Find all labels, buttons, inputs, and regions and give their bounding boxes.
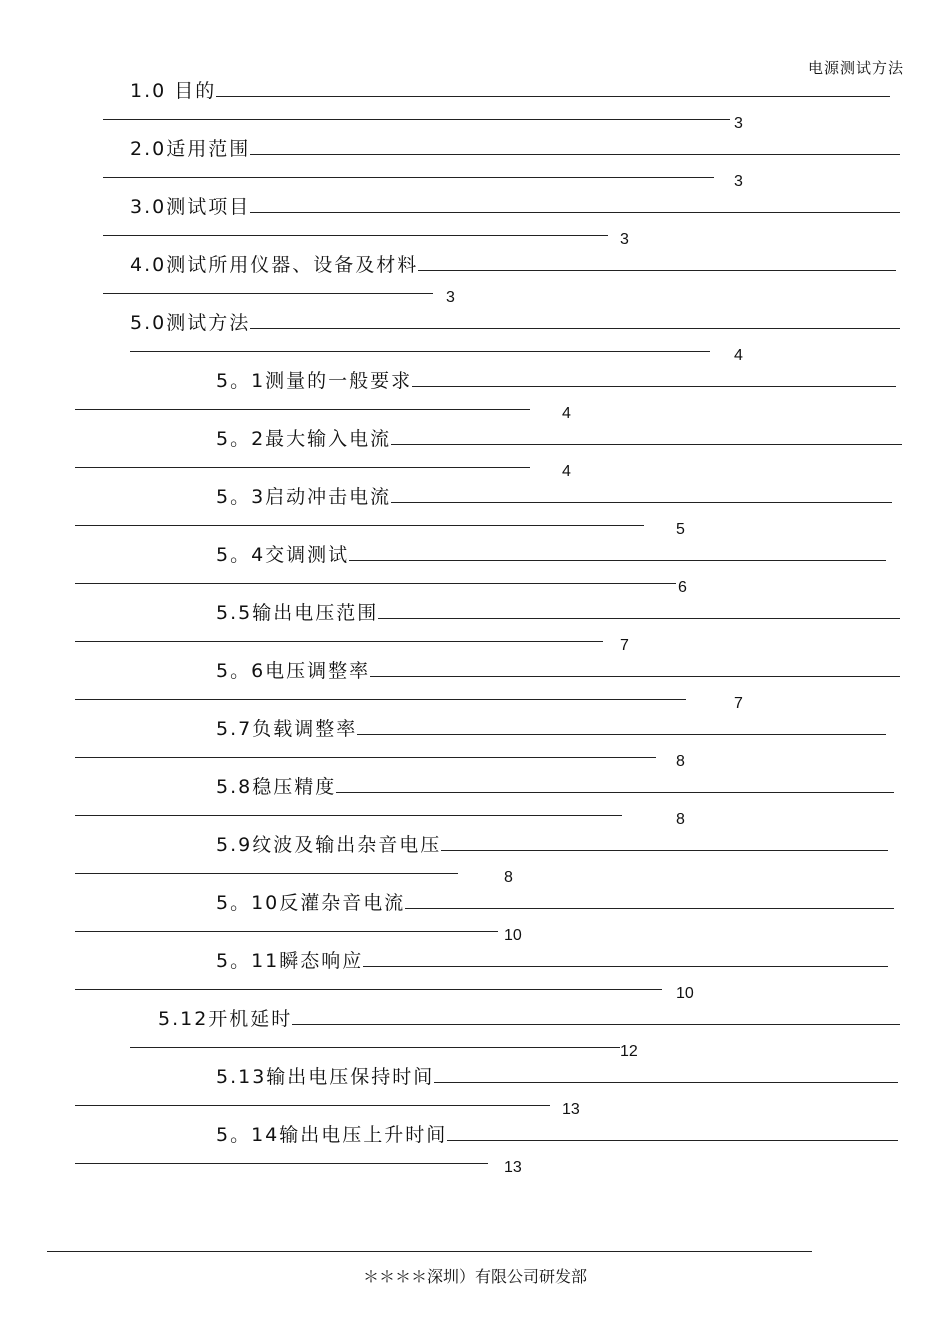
toc-entry-title[interactable]: 5.8稳压精度 [216,776,337,798]
toc-leader-line-continued [75,873,458,874]
toc-entry-title[interactable]: 4.0测试所用仪器、设备及材料 [130,254,419,276]
toc-leader-line [336,792,894,793]
toc-entry[interactable] [0,602,950,660]
toc-entry-title[interactable]: 5。2最大输入电流 [216,428,392,450]
toc-entry-title[interactable]: 3.0测试项目 [130,196,251,218]
toc-page-number: 4 [734,347,743,364]
toc-leader-line [357,734,886,735]
toc-page-number: 4 [562,405,571,422]
toc-leader-line [363,966,888,967]
toc-leader-line [250,328,900,329]
toc-leader-line-continued [75,699,686,700]
toc-entry-title[interactable]: 5。11瞬态响应 [216,950,364,972]
toc-entry[interactable] [0,370,950,428]
toc-entry[interactable] [0,138,950,196]
toc-entry[interactable] [0,834,950,892]
toc-entry[interactable] [0,892,950,950]
toc-page-number: 3 [734,173,743,190]
toc-entry-title[interactable]: 5。14输出电压上升时间 [216,1124,448,1146]
toc-leader-line-continued [130,351,710,352]
footer-divider [47,1251,812,1252]
toc-entry-title[interactable]: 5.5输出电压范围 [216,602,379,624]
toc-leader-line [447,1140,898,1141]
toc-entry[interactable] [0,1066,950,1124]
toc-leader-line [250,154,900,155]
toc-leader-line [418,270,896,271]
toc-entry[interactable] [0,776,950,834]
toc-entry[interactable] [0,312,950,370]
page-header-title: 电源测试方法 [807,59,904,77]
toc-leader-line [216,96,890,97]
toc-entry[interactable] [0,1008,950,1066]
toc-page-number: 3 [620,231,629,248]
toc-page-number: 8 [676,753,685,770]
toc-page-number: 4 [562,463,571,480]
toc-page-number: 7 [734,695,743,712]
toc-entry-title[interactable]: 5.12开机延时 [158,1008,293,1030]
toc-entry[interactable] [0,428,950,486]
toc-page-number: 12 [620,1043,638,1060]
toc-entry-title[interactable]: 5。3启动冲击电流 [216,486,392,508]
toc-page-number: 6 [678,579,687,596]
toc-entry-title[interactable]: 5。6电压调整率 [216,660,371,682]
toc-page-number: 3 [446,289,455,306]
toc-leader-line [292,1024,900,1025]
toc-leader-line [434,1082,898,1083]
toc-entry-title[interactable]: 5.7负载调整率 [216,718,358,740]
toc-entry[interactable] [0,544,950,602]
toc-leader-line [250,212,900,213]
toc-entry-title[interactable]: 1.0 目的 [130,80,217,102]
toc-page-number: 8 [504,869,513,886]
toc-entry[interactable] [0,950,950,1008]
toc-entry-title[interactable]: 5.13输出电压保持时间 [216,1066,435,1088]
toc-page-number: 7 [620,637,629,654]
toc-leader-line [441,850,888,851]
toc-leader-line [391,502,892,503]
toc-page-number: 13 [562,1101,580,1118]
toc-leader-line-continued [75,757,656,758]
toc-leader-line-continued [75,931,498,932]
toc-entry[interactable] [0,718,950,776]
toc-leader-line-continued [103,293,433,294]
toc-entry[interactable] [0,1124,950,1182]
toc-entry[interactable] [0,254,950,312]
toc-entry-title[interactable]: 5.9纹波及输出杂音电压 [216,834,442,856]
toc-entry[interactable] [0,196,950,254]
toc-leader-line [349,560,886,561]
toc-page-number: 13 [504,1159,522,1176]
toc-leader-line [378,618,900,619]
toc-entry[interactable] [0,660,950,718]
toc-leader-line-continued [75,467,530,468]
toc-page-number: 8 [676,811,685,828]
toc-entry[interactable] [0,486,950,544]
toc-entry-title[interactable]: 5。1测量的一般要求 [216,370,413,392]
toc-entry-title[interactable]: 5.0测试方法 [130,312,251,334]
toc-leader-line [405,908,894,909]
toc-page-number: 5 [676,521,685,538]
toc-leader-line-continued [75,641,603,642]
toc-leader-line [412,386,896,387]
toc-leader-line-continued [75,989,662,990]
toc-page-number: 10 [504,927,522,944]
toc-leader-line-continued [75,1163,488,1164]
toc-entry[interactable] [0,80,950,138]
toc-page-number: 3 [734,115,743,132]
toc-leader-line-continued [75,1105,550,1106]
toc-leader-line-continued [75,525,644,526]
toc-entry-title[interactable]: 5。4交调测试 [216,544,350,566]
toc-leader-line-continued [103,235,608,236]
toc-page-number: 10 [676,985,694,1002]
toc-leader-line-continued [75,409,530,410]
toc-leader-line-continued [103,119,730,120]
toc-entry-title[interactable]: 2.0适用范围 [130,138,251,160]
toc-leader-line [391,444,902,445]
toc-leader-line [370,676,900,677]
toc-entry-title[interactable]: 5。10反灌杂音电流 [216,892,406,914]
footer-company: ＊＊＊＊深圳）有限公司研发部 [362,1267,587,1286]
toc-leader-line-continued [130,1047,620,1048]
toc-leader-line-continued [75,815,622,816]
toc-leader-line-continued [75,583,676,584]
toc-leader-line-continued [103,177,714,178]
